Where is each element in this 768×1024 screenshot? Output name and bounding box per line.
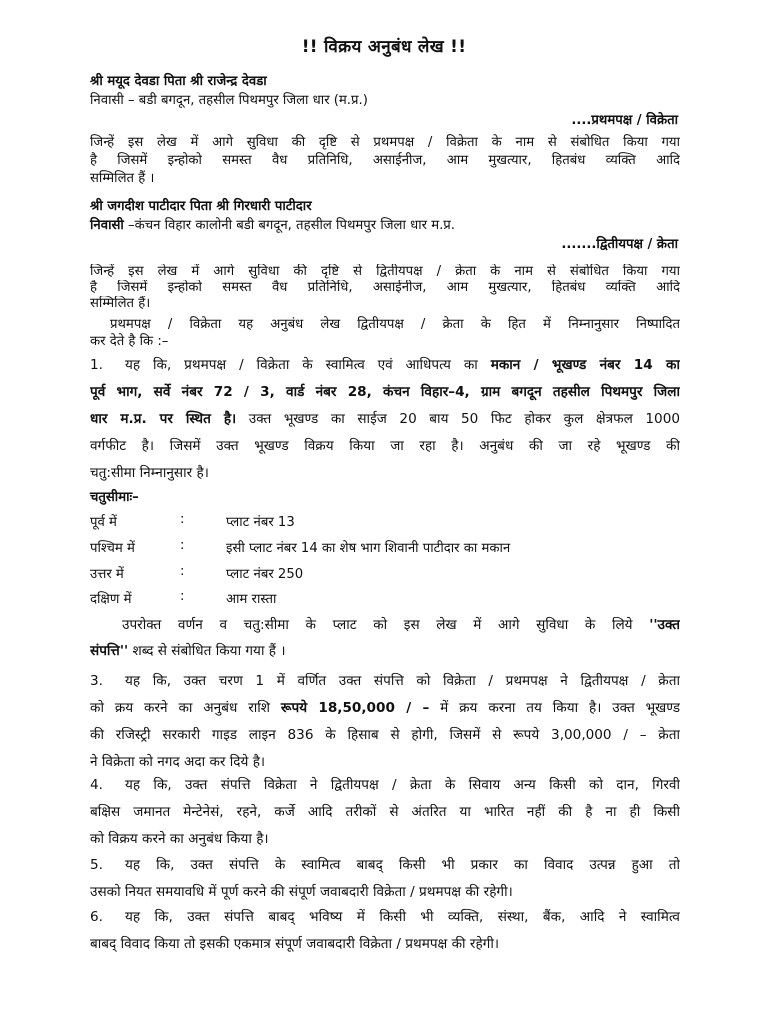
clause-line: बक्षिस जमानत मेन्टेनेसं, रहने, कर्जे आदि तरीकों से अंतरित या भारित नहीं की है ना ही किसी — [90, 804, 680, 820]
conclusion-line — [90, 612, 680, 638]
clause-line — [90, 852, 680, 879]
clause-highlight: धार म.प्र. पर स्थित है। — [90, 411, 237, 427]
clause-5 — [90, 852, 680, 906]
intro-line: कर देते है कि :– — [90, 334, 169, 349]
boundary-label: पूर्व में — [90, 515, 117, 530]
clause-text: यह कि, उक्त चरण 1 में वर्णित उक्त संपत्ति को विक्रेता / प्रथमपक्ष ने द्वितीयपक्ष / क्रेता — [124, 673, 680, 689]
clause-line: ने विक्रेता को नगद अदा कर दिये है। — [90, 754, 266, 770]
clause-number: 5. — [90, 857, 103, 873]
clause-4 — [90, 772, 680, 853]
clause-amount: रूपये 18,50,000 / – — [280, 700, 430, 716]
clause-text: यह कि, उक्त संपत्ति विक्रेता ने द्वितीयपक्ष / क्रेता के सिवाय अन्य किसी को दान, गिरवी — [124, 777, 680, 793]
clause-line — [90, 352, 680, 379]
intro-line: प्रथमपक्ष / विक्रेता यह अनुबंध लेख द्वितीयपक्ष / क्रेता के हित में निम्नानुसार निष्पादित — [110, 317, 680, 332]
clause-text: यह कि, प्रथमपक्ष / विक्रेता के स्वामित्व एवं आधिपत्य का — [124, 357, 491, 373]
clause-line — [90, 695, 680, 722]
boundary-value: आम रास्ता — [226, 592, 277, 607]
boundary-colon: : — [180, 538, 185, 553]
clause-line: बाबद् विवाद किया तो इसकी एकमात्र संपूर्ण जवाबदारी विक्रेता / प्रथमपक्ष की रहेगी। — [90, 936, 499, 952]
conclusion-highlight: संपत्ति'' — [90, 643, 129, 659]
clause-line — [90, 772, 680, 799]
clause-text: यह कि, उक्त संपत्ति बाबद् भविष्य में किसी भी व्यक्ति, संस्था, बैंक, आदि ने स्वामित्व — [124, 909, 680, 925]
clause-line — [90, 406, 680, 433]
note-line: सम्मिलित हैं। — [90, 296, 151, 311]
clause-text: में क्रय करना तय किया है। उक्त भूखण्ड — [429, 700, 680, 716]
boundary-label: दक्षिण में — [90, 592, 132, 607]
clause-line — [90, 904, 680, 931]
clause-line: चतु:सीमा निम्नानुसार है। — [90, 465, 209, 481]
clause-number: 6. — [90, 909, 103, 925]
boundary-value: प्लाट नंबर 250 — [226, 567, 304, 582]
clause-highlight: मकान / भूखण्ड नंबर 14 का — [490, 357, 680, 373]
clause-line: उसको नियत समयावधि में पूर्ण करने की संपूर्ण जवाबदारी विक्रेता / प्रथमपक्ष की रहेगी। — [90, 884, 513, 900]
clause-number: 4. — [90, 777, 103, 793]
clause-number: 1. — [90, 357, 103, 373]
clause-line — [90, 668, 680, 695]
note-line: जिन्हें इस लेख में आगे सुविधा की दृष्टि से प्रथमपक्ष / विक्रेता के नाम से संबोधित किया गया — [90, 135, 680, 150]
boundary-colon: : — [180, 564, 185, 579]
clause-line: वर्गफीट है। जिसमें उक्त भूखण्ड विक्रय किया जा रहा है। अनुबंध की जा रहे भूखण्ड की — [90, 438, 680, 454]
boundary-colon: : — [180, 589, 185, 604]
boundary-label: पश्चिम में — [90, 541, 135, 556]
address-label: निवासी — [90, 218, 124, 233]
clause-line: की रजिस्ट्री सरकारी गाइड लाइन 836 के हिसाब से होगी, जिसमें से रूपये 3,00,000 / – क्रेता — [90, 727, 680, 743]
boundary-colon: : — [180, 512, 185, 527]
first-party-name: श्री मयूद देवडा पिता श्री राजेन्द्र देवडा — [90, 74, 267, 89]
clause-6 — [90, 904, 680, 958]
clause-line: पूर्व भाग, सर्वे नंबर 72 / 3, वार्ड नंबर 28, कंचन विहार–4, ग्राम बगदून तहसील पिथमपुर जिला — [90, 384, 680, 400]
clause-text: उक्त भूखण्ड का साईज 20 बाय 50 फिट होकर कुल क्षेत्रफल 1000 — [236, 411, 680, 427]
second-party-address — [90, 215, 455, 233]
conclusion-text: उपरोक्त वर्णन व चतु:सीमा के प्लाट को इस लेख में आगे सुविधा के लिये — [122, 617, 650, 633]
address-text: –कंचन विहार कालोनी बडी बगदून, तहसील पिथमपुर जिला धार म.प्र. — [123, 218, 455, 233]
clause-text: को क्रय करने का अनुबंध राशि — [90, 700, 281, 716]
clause-text: यह कि, उक्त संपत्ति के स्वामित्व बाबद् किसी भी प्रकार का विवाद उत्पन्न हुआ तो — [124, 857, 680, 873]
clause-3 — [90, 668, 680, 776]
second-party-note — [90, 264, 680, 312]
note-line: है जिसमें इन्होको समस्त वैध प्रतिनिधि, असाईनीज, आम मुखत्यार, हितबंध व्यक्ति आदि — [90, 153, 680, 168]
clause-line: को विक्रय करने का अनुबंध किया है। — [90, 831, 269, 847]
note-line: है जिसमें इन्होको समस्त वैध प्रतिनिधि, असाईनीज, आम मुखत्यार, हितबंध व्यक्ति आदि — [90, 280, 680, 295]
second-party-role: .......द्वितीयपक्ष / क्रेता — [561, 237, 678, 252]
first-party-address: निवासी – बडी बगदून, तहसील पिथमपुर जिला धार (म.प्र.) — [90, 93, 368, 108]
boundaries-conclusion — [90, 612, 680, 664]
second-party-name: श्री जगदीश पाटीदार पिता श्री गिरधारी पाटीदार — [90, 199, 312, 214]
clause-number: 3. — [90, 673, 103, 689]
boundary-label: उत्तर में — [90, 567, 124, 582]
note-line: जिन्हें इस लेख में आगे सुविधा की दृष्टि से द्वितीयपक्ष / क्रेता के नाम से संबोधित किया गया — [90, 264, 680, 279]
boundary-value: प्लाट नंबर 13 — [226, 515, 295, 530]
boundaries-heading: चतुसीमाः– — [90, 490, 139, 505]
boundary-value: इसी प्लाट नंबर 14 का शेष भाग शिवानी पाटीदार का मकान — [226, 541, 511, 556]
note-line: सम्मिलित हैं । — [90, 171, 155, 186]
intro-paragraph — [90, 316, 680, 350]
clause-1 — [90, 352, 680, 487]
first-party-role: ....प्रथमपक्ष / विक्रेता — [571, 113, 678, 128]
document-title: !! विक्रय अनुबंध लेख !! — [301, 37, 467, 57]
conclusion-text: शब्द से संबोधित किया गया हैं । — [128, 643, 286, 659]
first-party-note — [90, 134, 680, 188]
conclusion-highlight: ''उक्त — [649, 617, 680, 633]
conclusion-line — [90, 638, 680, 664]
